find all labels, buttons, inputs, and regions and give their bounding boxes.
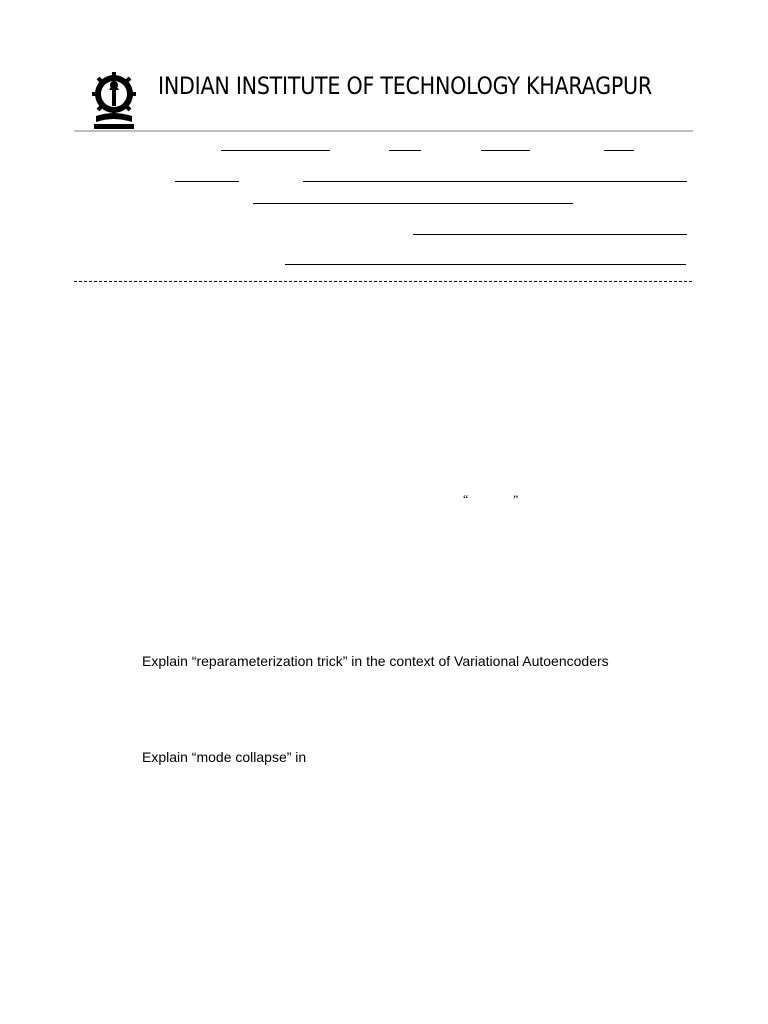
header-divider	[74, 130, 693, 132]
institute-title: INDIAN INSTITUTE OF TECHNOLOGY KHARAGPUR	[158, 72, 652, 100]
blank-line	[285, 264, 686, 265]
quote-close: ”	[513, 492, 519, 506]
quote-open: “	[463, 492, 469, 506]
iit-kharagpur-emblem-icon	[86, 70, 142, 132]
section-divider	[74, 281, 692, 282]
blank-line	[413, 234, 687, 235]
blank-line	[253, 203, 573, 204]
blank-line	[221, 150, 330, 151]
blank-line	[481, 150, 530, 151]
question-text: Explain “mode collapse” in	[142, 749, 307, 765]
blank-line	[303, 181, 687, 182]
blank-line	[389, 150, 421, 151]
blank-line	[604, 150, 634, 151]
question-text: Explain “reparameterization trick” in the context of Variational Autoencoders	[142, 653, 609, 669]
blank-line	[175, 181, 239, 182]
